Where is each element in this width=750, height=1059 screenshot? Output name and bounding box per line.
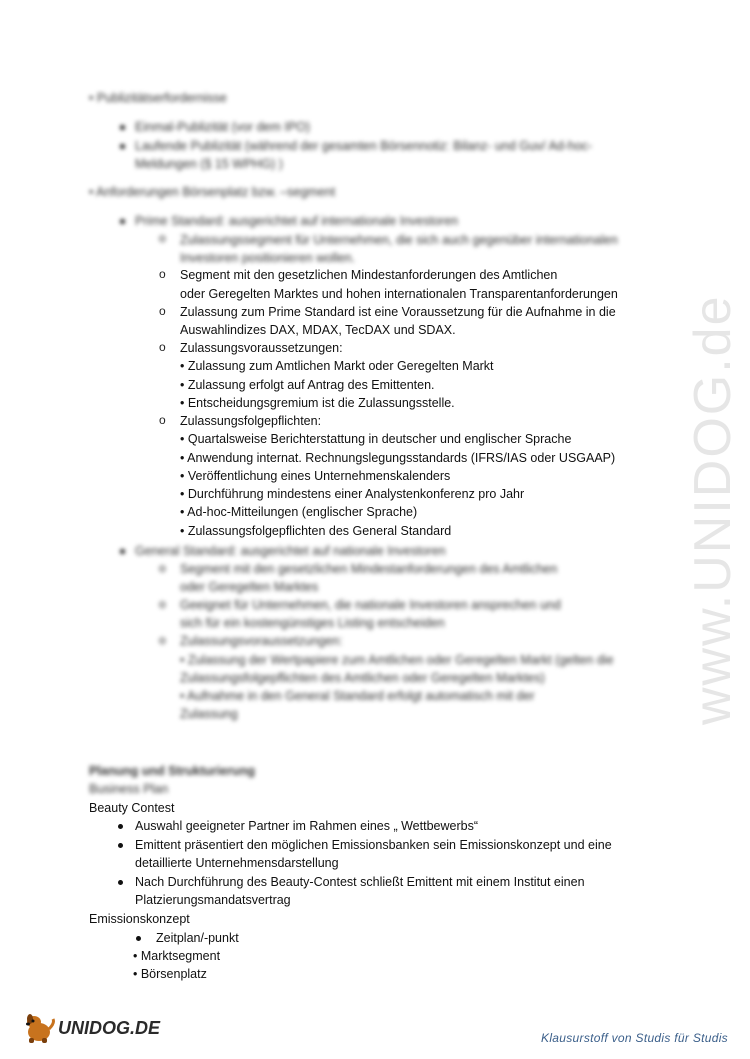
circle-bullet-icon: o (159, 633, 166, 647)
bullet-icon (120, 219, 125, 224)
list-item: • Aufnahme in den General Standard erfolgt automatisch mit der (180, 689, 535, 703)
circle-bullet-icon: o (159, 561, 166, 575)
publizitaet-heading: • Publizitätserfordernisse (89, 91, 227, 105)
list-item: Segment mit den gesetzlichen Mindestanforderungen des Amtlichen (180, 562, 558, 576)
list-item: Meldungen (§ 15 WPHG) ) (135, 157, 283, 171)
beauty-contest-title: Beauty Contest (89, 801, 175, 815)
list-item: • Zulassung zum Amtlichen Markt oder Geregelten Markt (180, 359, 494, 373)
anforderungen-heading: • Anforderungen Börsenplatz bzw. –segment (89, 185, 336, 199)
list-item: • Zulassung erfolgt auf Antrag des Emittenten. (180, 378, 435, 392)
list-item: • Zulassungsfolgepflichten des General Standard (180, 524, 452, 538)
list-item: Nach Durchführung des Beauty-Contest schließt Emittent mit einem Institut einen (135, 875, 585, 889)
list-item: Auswahlindizes DAX, MDAX, TecDAX und SDAX. (180, 323, 456, 337)
emissionskonzept-title: Emissionskonzept (89, 912, 190, 926)
zulassungsvoraussetzungen-label: Zulassungsvoraussetzungen: (180, 341, 343, 355)
list-item: Zeitplan/-punkt (156, 931, 239, 945)
list-item: Zulassungsvoraussetzungen: (180, 634, 343, 648)
list-item: • Durchführung mindestens einer Analystenkonferenz pro Jahr (180, 487, 525, 501)
circle-bullet-icon: o (159, 340, 166, 354)
list-item: • Ad-hoc-Mitteilungen (englischer Sprache) (180, 505, 418, 519)
list-item: oder Geregelten Marktes (180, 580, 319, 594)
circle-bullet-icon: o (159, 413, 166, 427)
circle-bullet-icon: o (159, 231, 166, 245)
list-item: Segment mit den gesetzlichen Mindestanforderungen des Amtlichen (180, 268, 558, 282)
list-item: Zulassung (180, 707, 238, 721)
bullet-icon (118, 843, 123, 848)
zulassungsfolgepflichten-label: Zulassungsfolgepflichten: (180, 414, 322, 428)
bullet-icon (118, 880, 123, 885)
list-item: • Quartalsweise Berichterstattung in deutscher und englischer Sprache (180, 432, 572, 446)
list-item: Einmal-Publizität (vor dem IPO) (135, 120, 311, 134)
circle-bullet-icon: o (159, 267, 166, 281)
list-item: Zulassung zum Prime Standard ist eine Voraussetzung für die Aufnahme in die (180, 305, 616, 319)
list-item: Zulassungssegment für Unternehmen, die sich auch gegenüber internationalen (180, 233, 618, 247)
bullet-icon (120, 144, 125, 149)
list-item: • Anwendung internat. Rechnungslegungsstandards (IFRS/IAS oder USGAAP) (180, 451, 616, 465)
list-item: • Veröffentlichung eines Unternehmenskalenders (180, 469, 451, 483)
list-item: Zulassungsfolgepflichten des Amtlichen oder Geregelten Marktes) (180, 671, 545, 685)
circle-bullet-icon: o (159, 597, 166, 611)
list-item: Platzierungsmandatsvertrag (135, 893, 291, 907)
general-standard-label: General Standard: ausgerichtet auf nationale Investoren (135, 544, 446, 558)
list-item: oder Geregelten Marktes und hohen internationalen Transparentanforderungen (180, 287, 618, 301)
list-item: Laufende Publizität (während der gesamten Börsennotiz: Bilanz- und Guv/ Ad-hoc- (135, 139, 593, 153)
list-item: • Börsenplatz (133, 967, 207, 981)
prime-standard-label: Prime Standard: ausgerichtet auf internationale Investoren (135, 214, 459, 228)
footer-tagline: Klausurstoff von Studis für Studis (541, 1031, 728, 1045)
list-item: • Marktsegment (133, 949, 221, 963)
list-item: Geeignet für Unternehmen, die nationale Investoren ansprechen und (180, 598, 561, 612)
circle-bullet-icon: o (159, 304, 166, 318)
business-plan-subheading: Business Plan (89, 782, 169, 796)
cut-line-wrapper (180, 524, 480, 538)
list-item: Emittent präsentiert den möglichen Emissionsbanken sein Emissionskonzept und eine (135, 838, 612, 852)
planung-heading: Planung und Strukturierung (89, 764, 255, 778)
list-item: Investoren positionieren wollen. (180, 251, 356, 265)
list-item: Auswahl geeigneter Partner im Rahmen eines „ Wettbewerbs“ (135, 819, 478, 833)
list-item: detaillierte Unternehmensdarstellung (135, 856, 339, 870)
list-item: sich für ein kostengünstiges Listing entscheiden (180, 616, 445, 630)
bullet-icon (118, 824, 123, 829)
watermark-text: www.UNIDOG.de (684, 294, 742, 726)
list-item: • Entscheidungsgremium ist die Zulassungsstelle. (180, 396, 455, 410)
bullet-icon (120, 549, 125, 554)
bullet-icon (136, 936, 141, 941)
unidog-logo (22, 1008, 161, 1048)
bullet-icon (120, 125, 125, 130)
list-item: • Zulassung der Wertpapiere zum Amtlichen oder Geregelten Markt (gelten die (180, 653, 614, 667)
logo-text: UNIDOG.DE (58, 1017, 161, 1038)
dog-icon (22, 1011, 56, 1045)
